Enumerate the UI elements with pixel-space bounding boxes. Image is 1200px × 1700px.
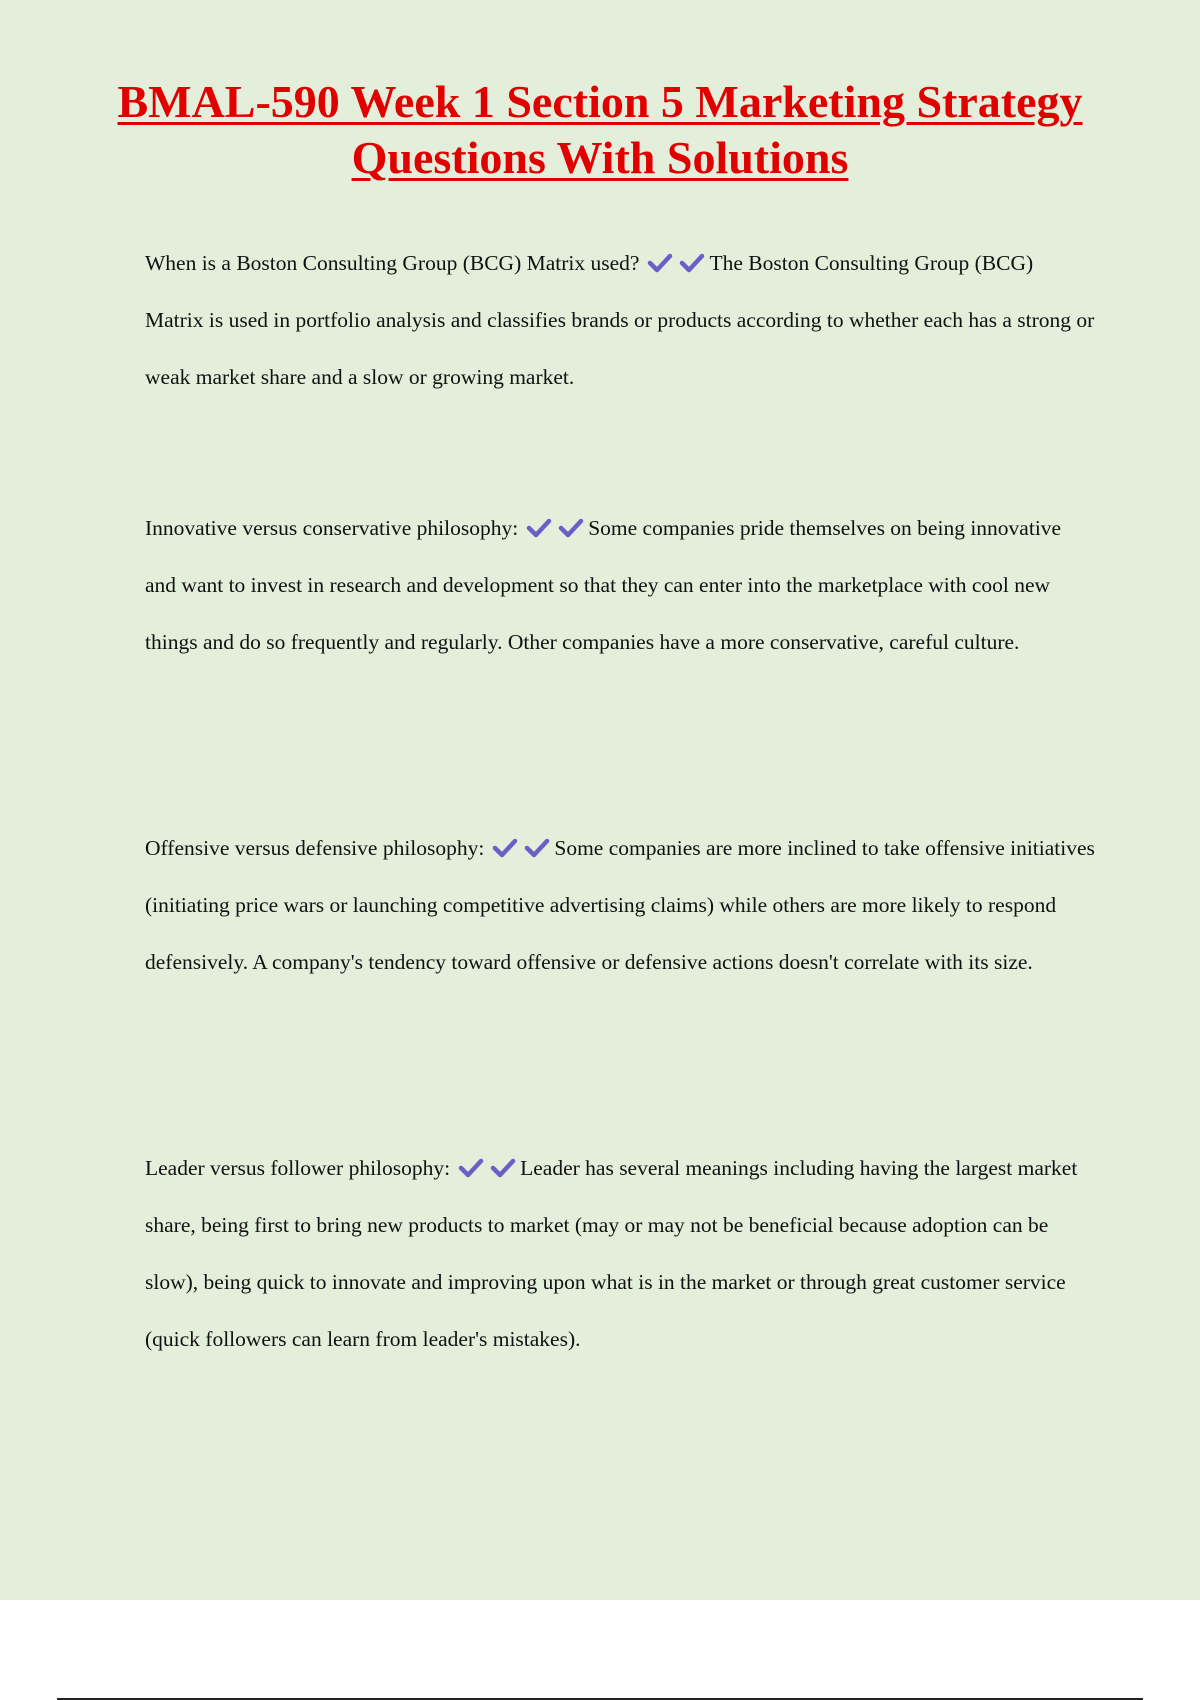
check-icon [490, 1158, 516, 1178]
double-check-icon [647, 253, 705, 273]
answer-text: Leader has several meanings including having the largest market share, being first to bring new products to market (may or may not be beneficial because adoption can be slow), being quick to innovate and improving upon what is in the market or through great customer service (quick followers can learn from leader's mistakes). [145, 1156, 1078, 1351]
qa-item [145, 820, 1095, 991]
qa-item [145, 235, 1095, 406]
qa-item [145, 500, 1095, 671]
check-icon [679, 253, 705, 273]
question-text: Innovative versus conservative philosophy: [145, 516, 519, 540]
question-text: When is a Boston Consulting Group (BCG) Matrix used? [145, 251, 640, 275]
check-icon [492, 838, 518, 858]
check-icon [526, 518, 552, 538]
check-icon [524, 838, 550, 858]
double-check-icon [458, 1158, 516, 1178]
answer-text: The Boston Consulting Group (BCG) Matrix is used in portfolio analysis and classifies brands or products according to whether each has a strong or weak market share and a slow or growing market. [145, 251, 1095, 389]
qa-item [145, 1140, 1095, 1368]
question-text: Leader versus follower philosophy: [145, 1156, 451, 1180]
check-icon [458, 1158, 484, 1178]
check-icon [558, 518, 584, 538]
answer-text: Some companies are more inclined to take offensive initiatives (initiating price wars or launching competitive advertising claims) while others are more likely to respond defensively. A company's tendency toward offensive or defensive actions doesn't correlate with its size. [145, 836, 1095, 974]
answer-text: Some companies pride themselves on being innovative and want to invest in research and development so that they can enter into the marketplace with cool new things and do so frequently and regularly. Other companies have a more conservative, careful culture. [145, 516, 1062, 654]
check-icon [647, 253, 673, 273]
document-title: BMAL-590 Week 1 Section 5 Marketing Strategy Questions With Solutions [117, 76, 1083, 183]
double-check-icon [492, 838, 550, 858]
question-text: Offensive versus defensive philosophy: [145, 836, 485, 860]
double-check-icon [526, 518, 584, 538]
